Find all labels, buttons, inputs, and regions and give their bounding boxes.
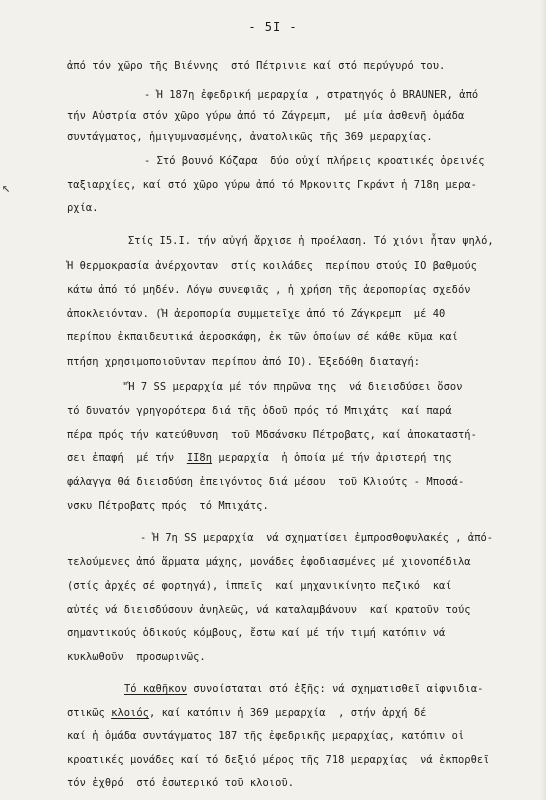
text-line-4: συντάγματος, ἡμιγυμνασμένης, ἀνατολικῶς τῆς 369 μεραρχίας. xyxy=(67,131,433,144)
text-line-9: Ἡ θερμοκρασία ἀνέρχονταν στίς κοιλάδες περίπου στούς IO βαθμούς xyxy=(67,260,477,273)
text-line-19: νσκυ Πέτροβατς πρός τό Μπιχάτς. xyxy=(67,499,269,512)
page-number: - 5I - xyxy=(248,20,298,34)
text-line-16: πέρα πρός τήν κατεύθυνση τοῦ Μδσάνσκυ Πέτροβατς, καί ἀποκαταστή- xyxy=(67,428,477,441)
text-line-12: περίπου ἐκπαιδευτικά ἀεροσκάφη, ἐκ τῶν ὁποίων σέ κάθε κῦμα καί xyxy=(67,331,458,344)
margin-mark: ↖ xyxy=(2,180,11,196)
text-line-25: κυκλωθοῦν προσωρινῶς. xyxy=(67,650,206,663)
text-line-5: - Στό βουνό Κόζαρα δύο οὐχί πλήρεις κροατικές ὀρεινές xyxy=(144,155,485,168)
text-line-17b: μεραρχία ἡ ὁποία μέ τήν ἀριστερή της xyxy=(212,451,452,464)
text-line-8: Στίς I5.I. τήν αὐγή ἄρχισε ἡ προέλαση. Τό χιόνι ἦταν ψηλό, xyxy=(128,235,494,248)
text-line-11: ἀποκλειόνταν. (Ἡ ἀεροπορία συμμετεῖχε ἀπό τό Ζάγκρεμπ μέ 40 xyxy=(67,308,446,321)
text-line-6: ταξιαρχίες, καί στό χῶρο γύρω ἀπό τό Μρκονιτς Γκράντ ἡ 718η μερα- xyxy=(67,179,477,192)
text-line-17a: σει ἐπαφή μέ τήν xyxy=(67,451,187,464)
text-line-3: τήν Αὐστρία στόν χῶρο γύρω ἀπό τό Ζάγρεμπ, μέ μία ἀσθενῆ ὁμάδα xyxy=(67,110,465,122)
page-edge-shadow xyxy=(540,0,546,800)
text-line-29: κροατικές μονάδες καί τό δεξιό μέρος τῆς 718 μεραρχίας νά ἐκπορθεῖ xyxy=(67,753,490,766)
text-line-27 xyxy=(67,706,426,720)
text-line-28: καί ἡ ὁμάδα συντάγματος 187 τῆς ἐφεδρικῆς μεραρχίας, κατόπιν οἱ xyxy=(67,729,465,742)
text-line-22: (στίς ἀρχές σέ φορτηγά), ἱππεῖς καί μηχανικίνητο πεζικό καί xyxy=(67,579,452,592)
text-line-26b: συνοίσταται στό ἑξῆς: νά σχηματισθεῖ αἰφνιδια- xyxy=(187,682,484,695)
text-line-24: σημαντικούς ὁδικούς κόμβους, ἔστω καί μέ τήν τιμή κατόπιν νά xyxy=(67,626,446,639)
text-line-2: - Ἡ 187η ἐφεδρική μεραρχία , στρατηγός ὁ BRAUNER, ἀπό xyxy=(144,88,479,101)
text-line-1: ἀπό τόν χῶρο τῆς Βιέννης στό Πέτρινιε καί στό περύγυρό του. xyxy=(67,60,446,72)
text-line-30: τόν ἐχθρό στό ἐσωτερικό τοῦ κλοιοῦ. xyxy=(67,777,295,789)
text-line-17 xyxy=(67,451,452,465)
encirclement-underlined: κλοιός xyxy=(111,706,149,719)
text-line-21: τελούμενες ἀπό ἅρματα μάχης, μονάδες ἐφοδιασμένες μέ χιονοπέδιλα xyxy=(67,555,471,568)
text-line-13: πτήση χρησιμοποιοῦνταν περίπου ἀπό IO). Ἐξεδόθη διαταγή: xyxy=(67,355,421,368)
duty-underlined: Τό καθῆκον xyxy=(124,682,188,695)
text-line-14: "Ἡ 7 SS μεραρχία μέ τόν πηρῶνα της νά διεισδύσει ὅσον xyxy=(122,380,463,393)
text-line-15: τό δυνατόν γρηγορότερα διά τῆς ὁδοῦ πρός τό Μπιχάτς καί παρά xyxy=(67,404,452,417)
text-line-26 xyxy=(124,682,483,696)
division-118-underlined: II8η xyxy=(186,451,213,464)
text-line-23: αὐτές νά διεισδύσουν ἀνηλεῶς, νά καταλαμβάνουν καί κρατοῦν τούς xyxy=(67,603,471,616)
text-line-20: - Ἡ 7η SS μεραρχία νά σχηματίσει ἐμπροσθοφυλακές , ἀπό- xyxy=(140,531,494,544)
text-line-27a: στικῶς xyxy=(67,706,112,719)
text-line-7: ρχία. xyxy=(67,202,99,215)
text-line-10: κάτω ἀπό τό μηδέν. Λόγω συνεφιᾶς , ἡ χρήση τῆς ἀεροπορίας σχεδόν xyxy=(67,284,471,297)
text-line-27b: , καί κατόπιν ἡ 369 μεραρχία , στήν ἀρχή δέ xyxy=(148,706,427,719)
text-line-18: φάλαγγα θά διεισδύση ἐπειγόντος διά μέσου τοῦ Κλιούτς - Μποσά- xyxy=(67,475,465,488)
